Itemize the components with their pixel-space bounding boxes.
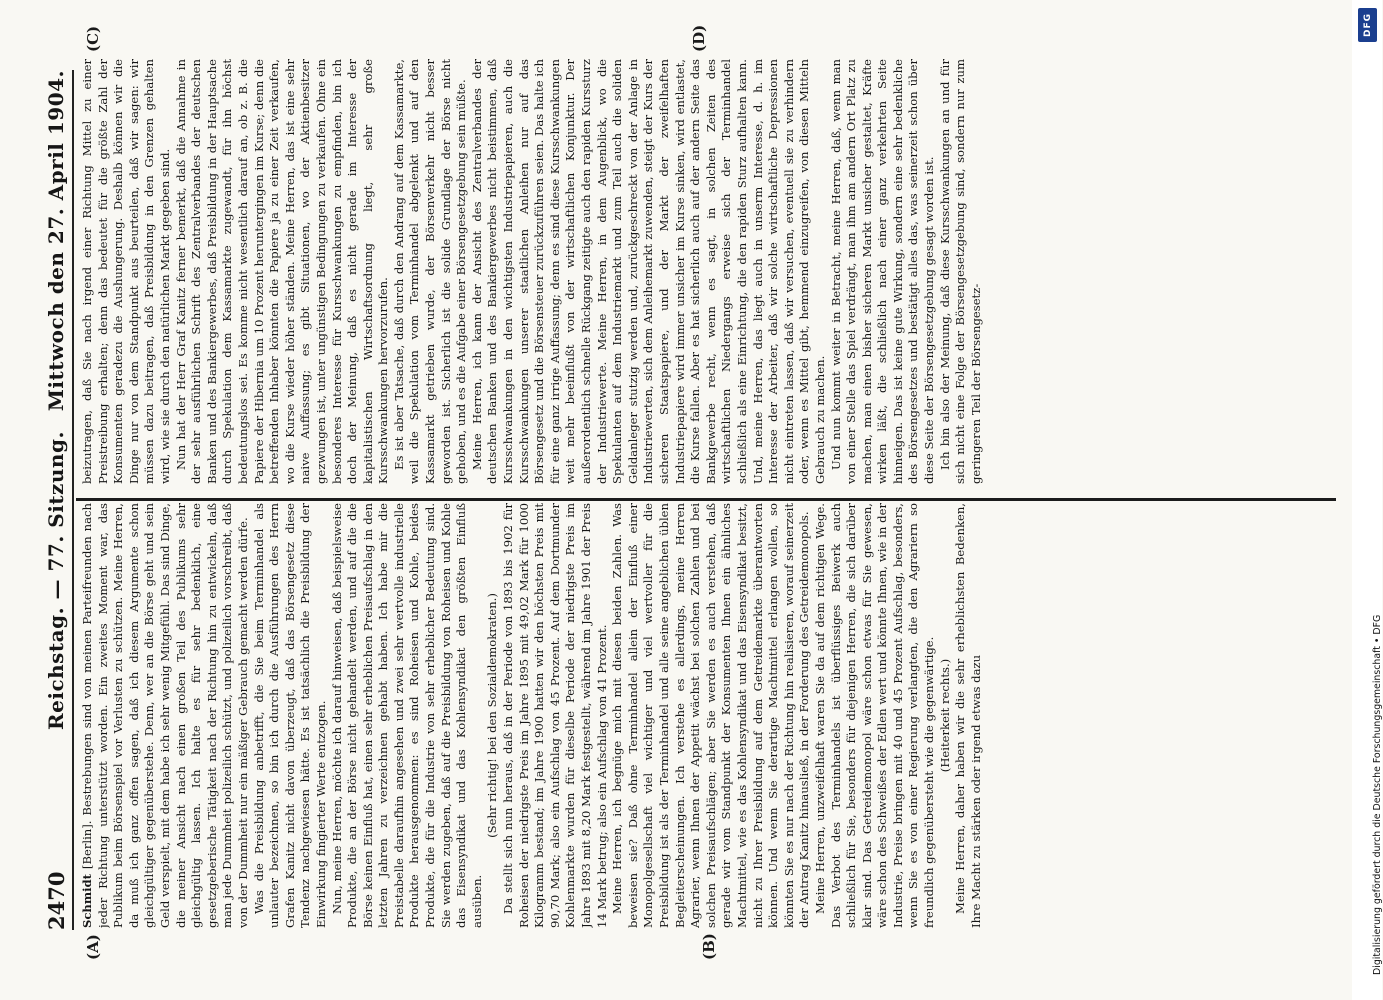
margin-marker-a: (A) [84,934,102,960]
margin-marker-b: (B) [700,933,718,960]
left-paragraph-3: Da stellt sich nun heraus, daß in der Periode von 1893 bis 1902 für Roheisen der niedrigste Preis im Jahre 1895 mit 49,02 Mark für 1000 Kilogramm bestand; im Jahre 1900 hatten wir den höchsten Preis mit 90,70 Mark; also ein Aufschlag von 45 Prozent. Auf dem Dortmunder Kohlenmarkte wurden für dieselbe Periode der niedrigste Preis im Jahre 1893 mit 8,20 Mark festgestellt, während im Jahre 1901 der Preis 14 Mark betrug; also ein Aufschlag von 41 Prozent. [501,503,609,928]
right-paragraph-2: Es ist aber Tatsache, daß durch den Andrang auf dem Kassamarkte, weil die Spekulation vom Terminhandel abgelenkt und auf den Kassamarkt getrieben wurde, der Börsenverkehr nicht besser geworden ist. Sicherlich ist die solide Grundlage der Börse nicht gehoben, und es die Aufgabe einer Börsengesetzgebung sein müßte. [391,59,469,484]
left-paragraph-1: Was die Preisbildung anbetrifft, die Sie beim Terminhandel als unlauter bezeichnen, so bin ich durch die Ausführungen des Herrn Grafen Kanitz nicht davon überzeugt, daß das Börsengesetz diese Tendenz nachgewiesen hätte. Es ist tatsächlich die Preisbildung der Einwirkung fingierter Werte entzogen. [251,503,328,928]
running-title: Reichstag. — 77. Sitzung. [44,431,68,730]
dfg-logo [1358,8,1377,42]
margin-marker-d: (D) [690,24,708,52]
right-paragraph-5: Ich bin also der Meinung, daß diese Kursschwankungen an und für sich nicht eine Folge der Börsengesetzgebung sind, sondern nur zum geringeren Teil der Börsengesetz- [937,59,983,484]
left-paragraph-4: Meine Herren, ich begnüge mich mit diesen beiden Zahlen. Was beweisen sie? Daß ohne Terminhandel allein der Einfluß einer Monopolgesellschaft viel wichtiger und viel wertvoller für die Preisbildung ist als der Terminhandel und alle seine angeblichen üblen Begleiterscheinungen. Ich verstehe es allerdings, meine Herren Agrarier, wenn Ihnen der Appetit wächst bei solchen Zahlen und bei solchen Preisaufschlägen; aber Sie werden es auch verstehen, daß gerade wir vom Standpunkt der Konsumenten Ihnen ein ähnliches Machtmittel, wie es das Kohlensyndikat und das Eisensyndikat besitzt, nicht zu Ihrer Preisbildung auf dem Getreidemarkte überantworten können. Und wenn Sie derartige Machtmittel erlangen wollen, so könnten Sie es nur nach der Richtung hin realisieren, worauf seinerzeit der Antrag Kanitz hinausließ, in der Forderung des Getreidemonopols. [610,503,812,928]
digitization-credit: Digitalisierung gefördert durch die Deutsche Forschungsgemeinschaft • DFG [1372,614,1383,975]
page-header [38,70,72,930]
left-paragraph-0 [80,503,252,928]
margin-marker-c: (C) [84,25,102,52]
right-column [80,59,1340,484]
left-column [80,503,1340,928]
left-paragraph-6: Meine Herren, daher haben wir die sehr erheblichsten Bedenken, Ihre Macht zu stärken oder irgend etwas dazu [953,503,983,928]
speaker-name: Schmidt [80,874,94,928]
header-date: Mittwoch den 27. April 1904. [44,70,68,412]
speaker-place: [Berlin]. [80,820,94,870]
header-rule [72,70,74,930]
right-paragraph-1: Nun hat der Herr Graf Kanitz ferner bemerkt, daß die Annahme in der sehr ausführlichen Schrift des Zentralverbandes der deutschen Banken und des Bankiergewerbes, daß Preisbildung in der Hauptsache durch Spekulation dem Kassamarkte zugewandt, für ihn höchst bedeutungslos sei. Es komme nicht wesentlich darauf an, ob z. B. die Papiere der Hibernia um 10 Prozent heruntergingen im Kurse; denn die betreffenden Inhaber könnten die Papiere ja zu einer Zeit verkaufen, wo die Kurse wieder höher ständen. Meine Herren, das ist eine sehr naive Auffassung; es gibt Situationen, wo der Aktienbesitzer gezwungen ist, unter ungünstigen Bedingungen zu verkaufen. Ohne ein besonderes Interesse für Kursschwankungen zu empfinden, bin ich doch der Meinung, daß es nicht gerade im Interesse der kapitalistischen Wirtschaftsordnung liegt, sehr große Kursschwankungen hervorzurufen. [173,59,391,484]
left-interjection-2: (Heiterkeit rechts.) [937,658,952,773]
left-paragraph-2: Nun, meine Herren, möchte ich darauf hinweisen, daß beispielsweise Produkte, die an der Börse nicht gehandelt werden, und auf die die Börse keinen Einfluß hat, einen sehr erheblichen Preisaufschlag in den letzten Jahren zu verzeichnen gehabt haben. Ich habe mir die Preistabelle daraufhin angesehen und zwei sehr wertvolle industrielle Produkte herausgenommen: es sind Roheisen und Kohle, beides Produkte, die für die Industrie von sehr erheblicher Bedeutung sind. Sie werden zugeben, daß auf die Preisbildung von Roheisen und Kohle das Eisensyndikat und das Kohlensyndikat den größten Einfluß ausüben. [329,503,484,928]
right-paragraph-0: beizutragen, daß Sie nach irgend einer Richtung Mittel zu einer Preistreibung erhalten; denn das bedeutet für die größte Zahl der Konsumenten geradezu die Aushungerung. Deshalb können wir die Dinge nur von dem Standpunkt aus beurteilen, daß wir sagen: wir müssen dazu beitragen, daß Preisbildung in den Grenzen gehalten wird, wie sie durch den natürlichen Markt gegeben sind. [80,59,172,484]
page-number: 2470 [44,871,69,930]
right-paragraph-4: Und nun kommt weiter in Betracht, meine Herren, daß, wenn man von einer Stelle das Spiel verdrängt, man ihm am andern Ort Platz zu machen, man einen bisher sicheren Markt unsicher gestaltet, Kräfte wirken läßt, die schließlich nach einer ganz verkehrten Seite hinneigen. Das ist keine gute Wirkung, sondern eine sehr bedenkliche des Börsengesetzes und bestätigt alles das, was seinerzeit schon über diese Seite der Börsengesetzgebung gesagt worden ist. [828,59,937,484]
right-paragraph-3: Meine Herren, ich kann der Ansicht des Zentralverbandes der deutschen Banken und des Bankiergewerbes nicht beistimmen, daß Kursschwankungen in den wichtigsten Industriepapieren, auch die Kursschwankungen unserer staatlichen Anleihen nur auf das Börsengesetz und die Börsensteuer zurückzuführen seien. Das halte ich für eine ganz irrige Auffassung; denn es sind diese Kursschwankungen weit mehr beeinflußt von der wirtschaftlichen Konjunktur. Der außerordentlich schnelle Rückgang zeitigte auch den rapiden Kurssturz der Industriewerte. Meine Herren, in dem Augenblick, wo die Spekulanten auf dem Industriemarkt und zum Teil auch die soliden Geldanleger stutzig werden und, zurückgeschreckt von der Anlage in Industriewerten, sich dem Anleihemarkt zuwenden, steigt der Kurs der sicheren Staatspapiere, und der Markt der zweifelhaften Industriepapiere wird immer unsicher im Kurse sinken, wird entlastet, die Kurse fallen. Aber es hat sicherlich auch auf der andern Seite das Bankgewerbe recht, wenn es sagt, in solchen Zeiten des wirtschaftlichen Niedergangs erweise sich der Terminhandel schließlich als eine Einrichtung, die den rapiden Sturz aufhalten kann. Und, meine Herren, das liegt auch in unserm Interesse, d. h. im Interesse der Arbeiter, daß wir solche wirtschaftliche Depressionen nicht eintreten lassen, daß wir versuchen, eventuell sie zu verhindern oder, wenn es Mittel gibt, hemmend einzugreifen, von diesen Mitteln Gebrauch zu machen. [469,59,827,484]
left-paragraph-0-text: Bestrebungen sind von meinen Parteifreunden nach jeder Richtung unterstützt worden. Ein zweites Moment war, das Publikum beim Börsenspiel vor Verlusten zu schützen. Meine Herren, da muß ich ganz offen sagen, daß ich diesem Argumente schon gleichgültiger gegenüberstehe. Denn, wer an die Börse geht und sein Geld verspielt, mit dem habe ich sehr wenig Mitgefühl. Das sind Dinge, die meiner Ansicht nach einen großen Teil des Publikums sehr gleichgültig lassen. Ich halte es für sehr bedenklich, eine gesetzgeberische Tätigkeit nach der Richtung hin zu entwickeln, daß man jede Dummheit polizeilich schützt, und polizeilich vorschreibt, daß von der Dummheit nur ein mäßiger Gebrauch gemacht werden dürfe. [80,503,250,928]
dfg-logo-text: DFG [1362,12,1373,38]
left-paragraph-5: Meine Herren, unzweifelhaft waren Sie da auf dem richtigen Wege. Das Verbot des Terminhandels ist überflüssiges Beiwerk auch schließlich für Sie, besonders für diejenigen Herren, die sich darüber klar sind. Das Getreidemonopol wäre schon etwas für Sie gewesen, wäre schon des Schweißes der Edlen wert und könnte Ihnen, wie in der Industrie, Preise bringen mit 40 und 45 Prozent Aufschlag, besonders, wenn Sie es von einer Regierung verlangten, die den Agrariern so freundlich gegenübersteht wie die gegenwärtige. [812,503,937,928]
column-divider [76,498,1336,501]
left-interjection-1: (Sehr richtig! bei den Sozialdemokraten.) [485,593,500,838]
